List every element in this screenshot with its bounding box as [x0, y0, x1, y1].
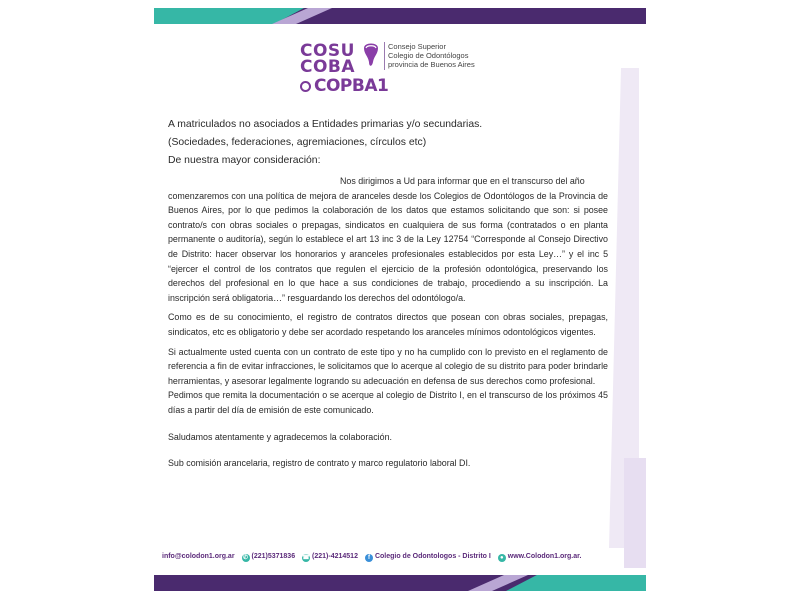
web-link[interactable]: www.Colodon1.org.ar. — [507, 553, 582, 560]
paragraph: Pedimos que remita la documentación o se acerque al colegio de Distrito I, en el transcurso de los próximos 45 días a partir del día de emisión de este comunicado. — [168, 390, 608, 415]
greeting: De nuestra mayor consideración: — [168, 155, 321, 166]
logo-subtitle-line: provincia de Buenos Aires — [388, 60, 475, 69]
footer-band — [154, 575, 646, 591]
facebook-icon: f — [365, 554, 373, 562]
email-link[interactable]: info@colodon1.org.ar — [162, 553, 235, 560]
ring-icon — [300, 81, 311, 92]
recipient-line: A matriculados no asociados a Entidades primarias y/o secundarias. — [168, 119, 483, 130]
paragraph: comenzaremos con una política de mejora de aranceles desde los Colegios de Odontólogos de la Provincia de Buenos Aires, por lo que pedimos la colaboración de los datos que estamos solicitando que son: si posee contrato/s con obras sociales o prepagas, sindicatos en cualquiera de sus forma (contratados o en planta permanente o auditoría), según lo establece el art 13 inc 3 de la Ley 12754 “Corresponde al Consejo Directivo de Distrito: hacer observar los honorarios y aranceles profesionales establecidos por esta Ley…” y el inc 5 “ejercer el control de los contratos que regulen el ejercicio de la profesión odontológica, preservando los derechos del profesional en lo que hace a sus condiciones de trabajo, procediendo a su inscripción. La inscripción será obligatoria…” resguardando los derechos del odontólogo/a. — [168, 190, 608, 303]
cosucoba-logo — [300, 38, 500, 100]
logo-subtitle — [388, 42, 475, 69]
paragraph: Como es de su conocimiento, el registro de contratos directos que posean con obras sociales, prepagas, sindicatos, etc es obligatorio y debe ser acordado respetando los aranceles mínimos odontológicos vigentes. — [168, 312, 608, 337]
facebook-link[interactable]: Colegio de Odontologos - Distrito I — [374, 553, 491, 560]
phone-icon: ☎ — [302, 555, 310, 561]
letter-body — [168, 174, 608, 471]
logo-line1: COSU — [300, 41, 355, 61]
tooth-emblem-icon — [360, 40, 382, 70]
logo-subtitle-line: Colegio de Odontólogos — [388, 51, 469, 60]
header-band — [154, 8, 646, 24]
logo-subtitle-line: Consejo Superior — [388, 42, 446, 51]
web-icon: ● — [498, 554, 506, 562]
logo-separator — [384, 42, 385, 70]
letter-recipient — [168, 116, 608, 170]
footer-band-teal — [506, 575, 646, 591]
copba-logo — [300, 76, 388, 96]
phone-number[interactable]: (221)-4214512 — [312, 553, 358, 560]
whatsapp-icon: ✆ — [242, 555, 249, 561]
letter-sheet — [154, 8, 646, 591]
logo-line2: COBA — [300, 57, 356, 77]
paragraph-opening: Nos dirigimos a Ud para informar que en el transcurso del año — [340, 176, 585, 186]
closing: Saludamos atentamente y agradecemos la colaboración. — [168, 431, 392, 442]
paragraph: Si actualmente usted cuenta con un contrato de este tipo y no ha cumplido con lo previsto en el reglamento de referencia a fin de evitar infracciones, le solicitamos que lo acerque al colegio de su distrito para poder brindarle herramientas, y asesorar legalmente logrando su adecuación en defensa de sus derechos como profesional. — [168, 346, 608, 386]
watermark-shape — [624, 458, 646, 568]
whatsapp-number[interactable]: (221)5371836 — [251, 553, 296, 560]
copba-logo-text: COPBA1 — [314, 76, 389, 96]
footer-contacts — [162, 553, 642, 562]
recipient-line: (Sociedades, federaciones, agremiaciones, círculos etc) — [168, 137, 427, 148]
signature: Sub comisión arancelaria, registro de contrato y marco regulatorio laboral DI. — [168, 458, 471, 469]
